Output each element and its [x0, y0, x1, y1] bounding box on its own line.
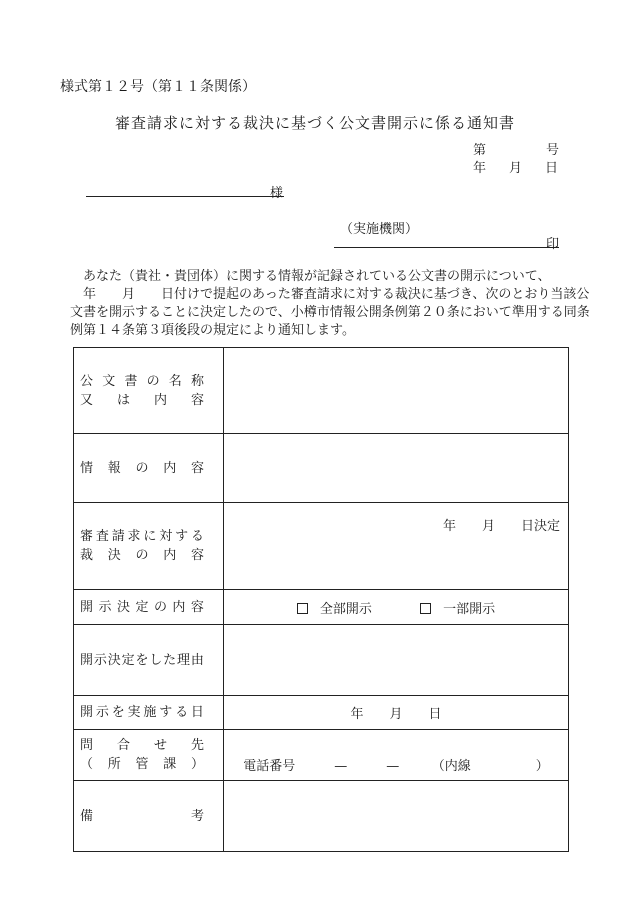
addressee-suffix: 様 [270, 186, 284, 201]
label-line: 開 示 決 定 の 内 容 [80, 599, 204, 615]
table-row [74, 696, 569, 730]
label-remarks [74, 781, 224, 852]
reference-number-prefix: 第 [473, 143, 487, 158]
value-contact[interactable] [224, 730, 569, 781]
full-disclosure-checkbox[interactable] [297, 603, 308, 614]
body-line: あなた（貴社・貴団体）に関する情報が記録されている公文書の開示について、 [83, 269, 551, 284]
label-document-name [74, 348, 224, 434]
value-remarks[interactable] [224, 781, 569, 852]
label-line: 公 文 書 の 名 称 [80, 373, 204, 389]
table-row [74, 730, 569, 781]
notice-table [73, 347, 569, 852]
table-row [74, 781, 569, 852]
issue-date-day: 日 [545, 161, 559, 176]
label-decision-reason [74, 625, 224, 696]
label-disclosure-date [74, 696, 224, 730]
value-decision-reason[interactable] [224, 625, 569, 696]
body-line: 文書を開示することに決定したので、小樽市情報公開条例第２０条において準用する同条 [70, 305, 590, 320]
value-information-content[interactable] [224, 434, 569, 503]
label-line: （ 所 管 課 ） [80, 757, 204, 772]
body-line: 年 月 日付けで提起のあった審査請求に対する裁決に基づき、次のとおり当該公 [83, 287, 590, 302]
label-line: 開 示 を 実 施 す る 日 [80, 705, 204, 720]
form-number: 様式第１２号（第１１条関係） [60, 79, 256, 95]
label-line: 備 考 [80, 808, 204, 824]
issuer-seal: 印 [546, 237, 560, 252]
body-line: 例第１４条第３項後段の規定により通知します。 [70, 323, 355, 338]
value-review-decision[interactable] [224, 503, 569, 590]
partial-disclosure-checkbox[interactable] [420, 603, 431, 614]
issue-date-year: 年 [473, 161, 487, 176]
value-disclosure-decision [224, 590, 569, 625]
issuer-label: （実施機関） [340, 222, 419, 237]
label-review-decision [74, 503, 224, 590]
notice-body [70, 268, 590, 340]
table-row [74, 503, 569, 590]
table-row [74, 348, 569, 434]
full-disclosure-label: 全部開示 [319, 601, 372, 617]
table-row [74, 434, 569, 503]
phone-number-line: 電話番号 — — （内線 ） [243, 758, 549, 774]
reference-number-suffix: 号 [546, 143, 560, 158]
issue-date [473, 157, 558, 176]
partial-disclosure-label: 一部開示 [443, 601, 496, 617]
document-title: 審査請求に対する裁決に基づく公文書開示に係る通知書 [114, 114, 515, 132]
decision-date: 年 月 日決定 [442, 519, 560, 534]
issue-date-month: 月 [509, 161, 523, 176]
label-line: 又 は 内 容 [80, 392, 204, 408]
label-contact [74, 730, 224, 781]
label-information-content [74, 434, 224, 503]
table-row [74, 625, 569, 696]
label-disclosure-decision [74, 590, 224, 625]
label-line: 裁 決 の 内 容 [80, 548, 204, 563]
label-line: 審 査 請 求 に 対 す る [80, 529, 204, 544]
value-document-name[interactable] [224, 348, 569, 434]
label-line: 情 報 の 内 容 [80, 460, 204, 476]
table-row [74, 590, 569, 625]
value-disclosure-date[interactable]: 年 月 日 [224, 696, 569, 730]
label-line: 問 合 せ 先 [80, 738, 204, 753]
label-line: 開 示 決 定 を し た 理 由 [80, 652, 204, 668]
issuer-underline [334, 247, 559, 248]
addressee-underline [86, 196, 284, 197]
